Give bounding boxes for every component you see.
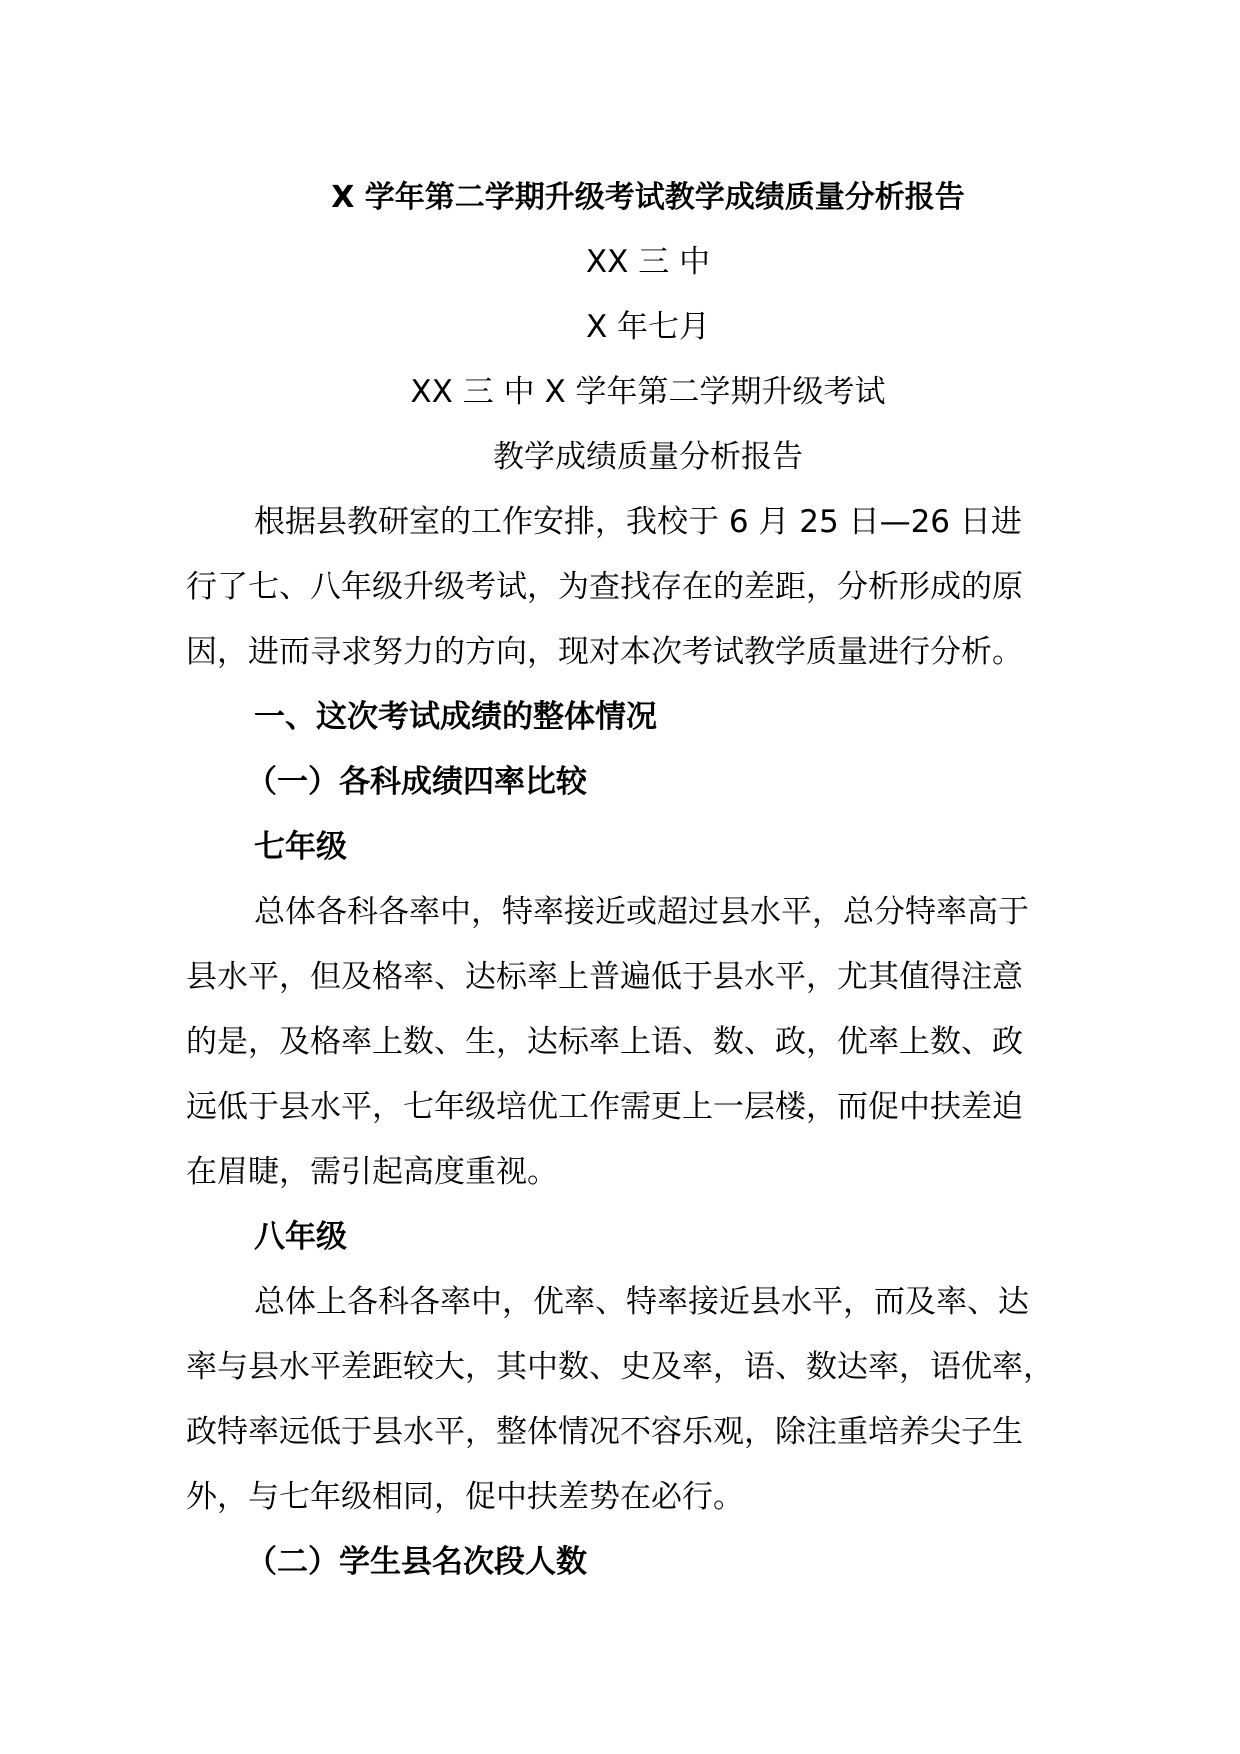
grade7-line: 县水平，但及格率、达标率上普遍低于县水平，尤其值得注意 xyxy=(186,959,1023,995)
grade7-paragraph xyxy=(186,880,1110,1205)
section-heading: 一、这次考试成绩的整体情况 xyxy=(254,699,657,735)
grade8-line: 外，与七年级相同，促中扶差势在必行。 xyxy=(186,1479,744,1515)
grade7-line: 远低于县水平，七年级培优工作需更上一层楼，而促中扶差迫 xyxy=(186,1089,1023,1125)
subtitle-line-2: 教学成绩质量分析报告 xyxy=(493,439,803,475)
subsection-heading: （二）学生县名次段人数 xyxy=(246,1544,587,1580)
grade7-heading: 七年级 xyxy=(254,829,347,865)
grade8-line: 总体上各科各率中，优率、特率接近县水平，而及率、达 xyxy=(254,1284,1029,1320)
report-title: X 学年第二学期升级考试教学成绩质量分析报告 xyxy=(331,180,965,215)
subtitle-line-1: XX 三 中 X 学年第二学期升级考试 xyxy=(410,374,886,410)
grade8-paragraph xyxy=(186,1270,1110,1530)
grade7-line: 的是，及格率上数、生，达标率上语、数、政，优率上数、政 xyxy=(186,1024,1023,1060)
intro-line: 因，进而寻求努力的方向，现对本次考试教学质量进行分析。 xyxy=(186,634,1023,670)
document-content xyxy=(186,165,1110,1595)
grade8-line: 政特率远低于县水平，整体情况不容乐观，除注重培养尖子生 xyxy=(186,1414,1023,1450)
grade8-heading: 八年级 xyxy=(254,1219,347,1255)
report-date: X 年七月 xyxy=(585,309,711,345)
school-name: XX 三 中 xyxy=(585,244,711,280)
subsection-heading: （一）各科成绩四率比较 xyxy=(246,764,587,800)
intro-line: 行了七、八年级升级考试，为查找存在的差距，分析形成的原 xyxy=(186,569,1023,605)
grade8-line: 率与县水平差距较大，其中数、史及率，语、数达率，语优率， xyxy=(186,1349,1054,1385)
intro-paragraph xyxy=(186,490,1110,685)
intro-line: 根据县教研室的工作安排，我校于 6 月 25 日—26 日进 xyxy=(254,504,1022,540)
grade7-line: 在眉睫，需引起高度重视。 xyxy=(186,1154,558,1190)
grade7-line: 总体各科各率中，特率接近或超过县水平，总分特率高于 xyxy=(254,894,1029,930)
